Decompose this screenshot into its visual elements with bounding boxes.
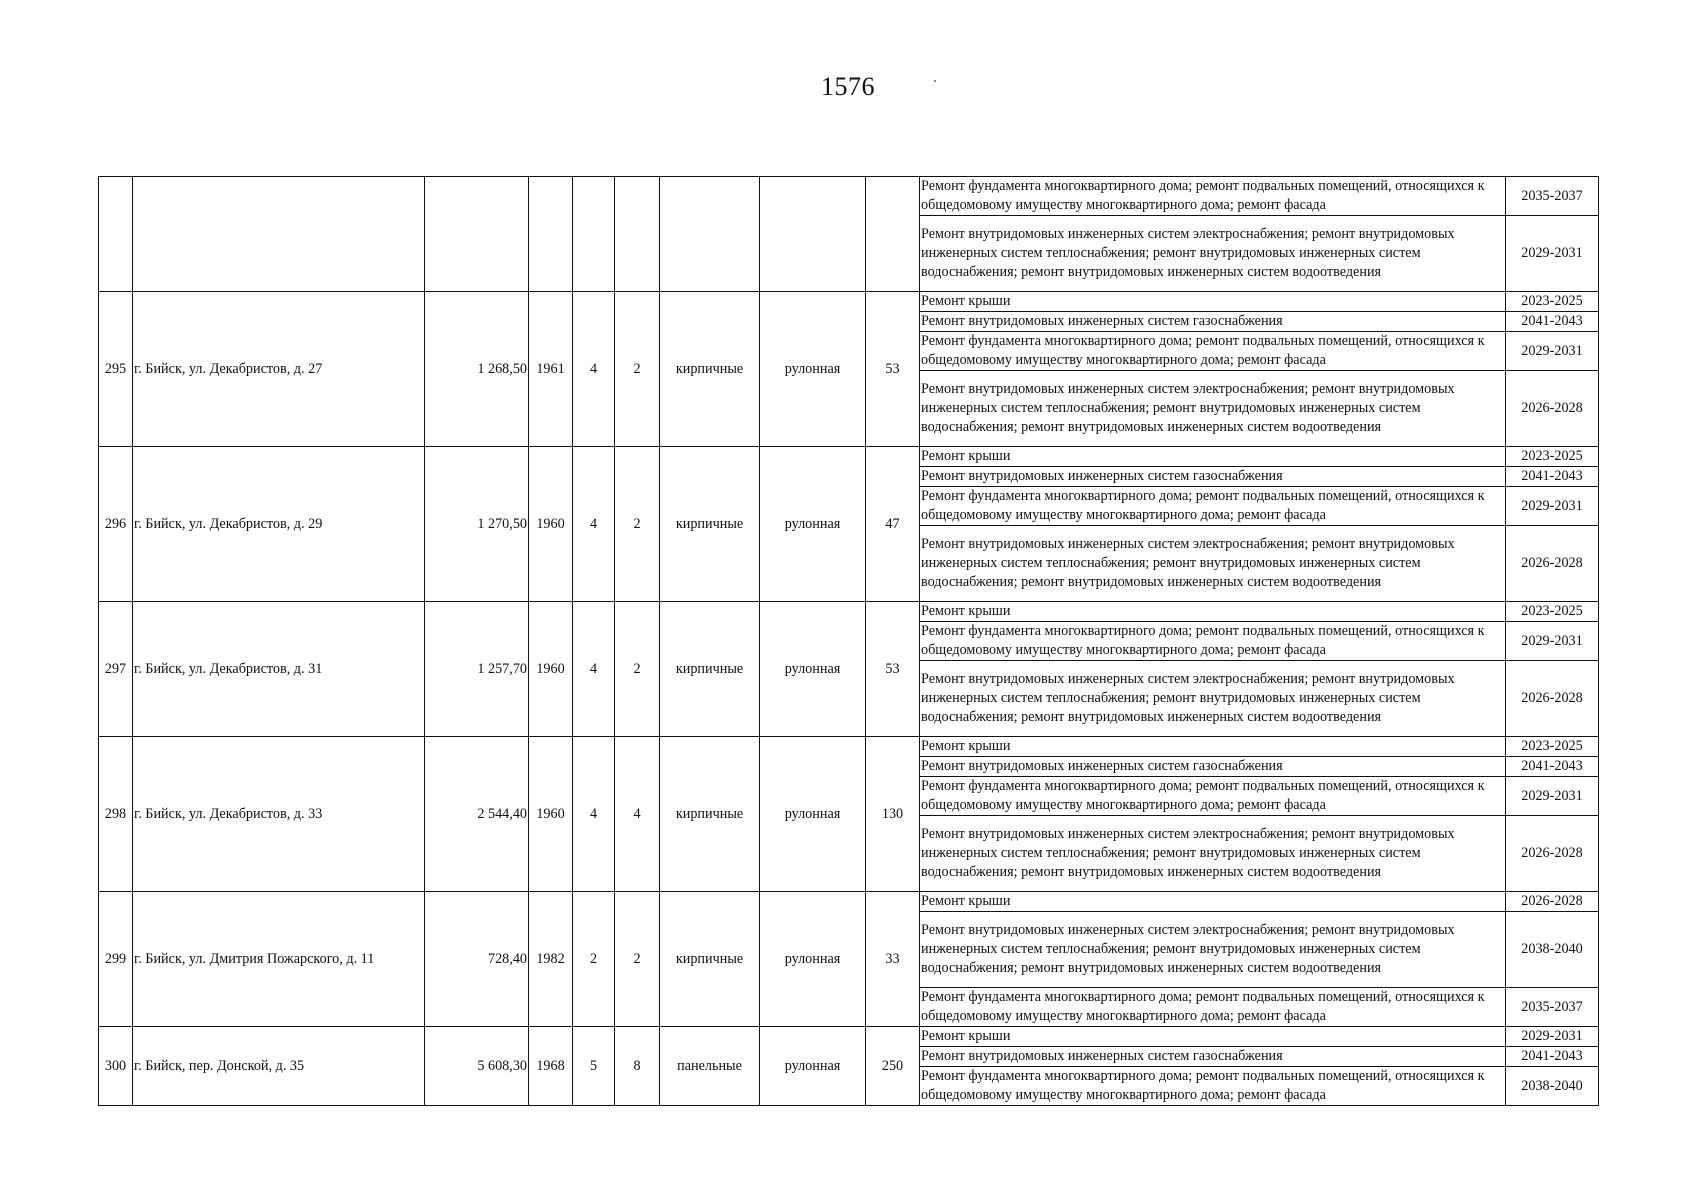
row-number-cell: 295 <box>99 292 133 447</box>
work-period-cell: 2038-2040 <box>1506 1067 1599 1106</box>
entrances-cell: 2 <box>615 447 660 602</box>
work-period-cell: 2038-2040 <box>1506 912 1599 988</box>
empty-cell <box>660 177 760 292</box>
work-period-cell: 2023-2025 <box>1506 602 1599 622</box>
scan-speck <box>934 80 936 82</box>
work-type-cell: Ремонт внутридомовых инженерных систем газоснабжения <box>920 757 1506 777</box>
empty-cell <box>99 177 133 292</box>
work-type-cell: Ремонт крыши <box>920 447 1506 467</box>
table-row <box>99 892 1599 912</box>
row-number-cell: 296 <box>99 447 133 602</box>
roof-type-cell: рулонная <box>760 447 866 602</box>
work-type-cell: Ремонт фундамента многоквартирного дома; ремонт подвальных помещений, относящихся к общедомовому имуществу многоквартирного дома; ремонт фасада <box>920 487 1506 526</box>
roof-type-cell: рулонная <box>760 737 866 892</box>
commission-year-cell: 1961 <box>529 292 573 447</box>
commission-year-cell: 1960 <box>529 737 573 892</box>
address-cell: г. Бийск, ул. Декабристов, д. 29 <box>133 447 425 602</box>
work-period-cell: 2026-2028 <box>1506 371 1599 447</box>
work-type-cell: Ремонт крыши <box>920 602 1506 622</box>
work-period-cell: 2026-2028 <box>1506 892 1599 912</box>
residents-cell: 250 <box>866 1027 920 1106</box>
entrances-cell: 2 <box>615 892 660 1027</box>
residents-cell: 53 <box>866 292 920 447</box>
commission-year-cell: 1960 <box>529 602 573 737</box>
total-area-cell: 728,40 <box>425 892 529 1027</box>
total-area-cell: 1 257,70 <box>425 602 529 737</box>
roof-type-cell: рулонная <box>760 292 866 447</box>
wall-material-cell: кирпичные <box>660 447 760 602</box>
empty-cell <box>615 177 660 292</box>
work-type-cell: Ремонт фундамента многоквартирного дома; ремонт подвальных помещений, относящихся к общедомовому имуществу многоквартирного дома; ремонт фасада <box>920 177 1506 216</box>
wall-material-cell: кирпичные <box>660 292 760 447</box>
work-type-cell: Ремонт внутридомовых инженерных систем электроснабжения; ремонт внутридомовых инженерных систем теплоснабжения; ремонт внутридомовых инженерных систем водоснабжения; ремонт внутридомовых инженерных систем водоотведения <box>920 371 1506 447</box>
work-period-cell: 2023-2025 <box>1506 447 1599 467</box>
work-period-cell: 2035-2037 <box>1506 177 1599 216</box>
roof-type-cell: рулонная <box>760 1027 866 1106</box>
continuation-row <box>99 177 1599 216</box>
commission-year-cell: 1982 <box>529 892 573 1027</box>
work-type-cell: Ремонт фундамента многоквартирного дома; ремонт подвальных помещений, относящихся к общедомовому имуществу многоквартирного дома; ремонт фасада <box>920 1067 1506 1106</box>
residents-cell: 53 <box>866 602 920 737</box>
work-type-cell: Ремонт крыши <box>920 737 1506 757</box>
work-type-cell: Ремонт внутридомовых инженерных систем газоснабжения <box>920 312 1506 332</box>
work-type-cell: Ремонт крыши <box>920 292 1506 312</box>
residents-cell: 33 <box>866 892 920 1027</box>
work-period-cell: 2041-2043 <box>1506 757 1599 777</box>
work-period-cell: 2026-2028 <box>1506 526 1599 602</box>
table-body <box>99 177 1599 1106</box>
work-period-cell: 2029-2031 <box>1506 622 1599 661</box>
work-period-cell: 2023-2025 <box>1506 737 1599 757</box>
empty-cell <box>425 177 529 292</box>
floors-cell: 4 <box>573 292 615 447</box>
total-area-cell: 1 270,50 <box>425 447 529 602</box>
empty-cell <box>529 177 573 292</box>
work-type-cell: Ремонт фундамента многоквартирного дома; ремонт подвальных помещений, относящихся к общедомовому имуществу многоквартирного дома; ремонт фасада <box>920 622 1506 661</box>
commission-year-cell: 1960 <box>529 447 573 602</box>
address-cell: г. Бийск, ул. Декабристов, д. 33 <box>133 737 425 892</box>
wall-material-cell: панельные <box>660 1027 760 1106</box>
work-type-cell: Ремонт фундамента многоквартирного дома; ремонт подвальных помещений, относящихся к общедомовому имуществу многоквартирного дома; ремонт фасада <box>920 777 1506 816</box>
work-type-cell: Ремонт внутридомовых инженерных систем электроснабжения; ремонт внутридомовых инженерных систем теплоснабжения; ремонт внутридомовых инженерных систем водоснабжения; ремонт внутридомовых инженерных систем водоотведения <box>920 912 1506 988</box>
total-area-cell: 2 544,40 <box>425 737 529 892</box>
row-number-cell: 298 <box>99 737 133 892</box>
work-type-cell: Ремонт внутридомовых инженерных систем газоснабжения <box>920 1047 1506 1067</box>
table-row <box>99 602 1599 622</box>
floors-cell: 5 <box>573 1027 615 1106</box>
work-period-cell: 2029-2031 <box>1506 1027 1599 1047</box>
residents-cell: 130 <box>866 737 920 892</box>
work-period-cell: 2035-2037 <box>1506 988 1599 1027</box>
floors-cell: 4 <box>573 737 615 892</box>
floors-cell: 2 <box>573 892 615 1027</box>
floors-cell: 4 <box>573 602 615 737</box>
empty-cell <box>133 177 425 292</box>
entrances-cell: 8 <box>615 1027 660 1106</box>
repair-schedule-table <box>98 176 1599 1106</box>
wall-material-cell: кирпичные <box>660 737 760 892</box>
row-number-cell: 299 <box>99 892 133 1027</box>
work-period-cell: 2026-2028 <box>1506 816 1599 892</box>
empty-cell <box>866 177 920 292</box>
table-row <box>99 447 1599 467</box>
table-row <box>99 292 1599 312</box>
page-number: 1576 <box>821 72 875 101</box>
work-type-cell: Ремонт внутридомовых инженерных систем электроснабжения; ремонт внутридомовых инженерных систем теплоснабжения; ремонт внутридомовых инженерных систем водоснабжения; ремонт внутридомовых инженерных систем водоотведения <box>920 526 1506 602</box>
address-cell: г. Бийск, пер. Донской, д. 35 <box>133 1027 425 1106</box>
work-period-cell: 2041-2043 <box>1506 1047 1599 1067</box>
work-period-cell: 2041-2043 <box>1506 467 1599 487</box>
work-type-cell: Ремонт внутридомовых инженерных систем электроснабжения; ремонт внутридомовых инженерных систем теплоснабжения; ремонт внутридомовых инженерных систем водоснабжения; ремонт внутридомовых инженерных систем водоотведения <box>920 661 1506 737</box>
wall-material-cell: кирпичные <box>660 892 760 1027</box>
work-type-cell: Ремонт крыши <box>920 892 1506 912</box>
commission-year-cell: 1968 <box>529 1027 573 1106</box>
work-period-cell: 2029-2031 <box>1506 487 1599 526</box>
row-number-cell: 297 <box>99 602 133 737</box>
address-cell: г. Бийск, ул. Декабристов, д. 31 <box>133 602 425 737</box>
work-type-cell: Ремонт фундамента многоквартирного дома; ремонт подвальных помещений, относящихся к общедомовому имуществу многоквартирного дома; ремонт фасада <box>920 988 1506 1027</box>
table-row <box>99 737 1599 757</box>
address-cell: г. Бийск, ул. Дмитрия Пожарского, д. 11 <box>133 892 425 1027</box>
work-period-cell: 2041-2043 <box>1506 312 1599 332</box>
row-number-cell: 300 <box>99 1027 133 1106</box>
work-type-cell: Ремонт крыши <box>920 1027 1506 1047</box>
work-type-cell: Ремонт внутридомовых инженерных систем электроснабжения; ремонт внутридомовых инженерных систем теплоснабжения; ремонт внутридомовых инженерных систем водоснабжения; ремонт внутридомовых инженерных систем водоотведения <box>920 816 1506 892</box>
work-period-cell: 2029-2031 <box>1506 332 1599 371</box>
roof-type-cell: рулонная <box>760 602 866 737</box>
empty-cell <box>760 177 866 292</box>
work-period-cell: 2029-2031 <box>1506 777 1599 816</box>
work-period-cell: 2023-2025 <box>1506 292 1599 312</box>
roof-type-cell: рулонная <box>760 892 866 1027</box>
work-period-cell: 2029-2031 <box>1506 216 1599 292</box>
floors-cell: 4 <box>573 447 615 602</box>
wall-material-cell: кирпичные <box>660 602 760 737</box>
work-type-cell: Ремонт внутридомовых инженерных систем электроснабжения; ремонт внутридомовых инженерных систем теплоснабжения; ремонт внутридомовых инженерных систем водоснабжения; ремонт внутридомовых инженерных систем водоотведения <box>920 216 1506 292</box>
table-row <box>99 1027 1599 1047</box>
work-type-cell: Ремонт внутридомовых инженерных систем газоснабжения <box>920 467 1506 487</box>
work-period-cell: 2026-2028 <box>1506 661 1599 737</box>
residents-cell: 47 <box>866 447 920 602</box>
total-area-cell: 1 268,50 <box>425 292 529 447</box>
entrances-cell: 2 <box>615 292 660 447</box>
address-cell: г. Бийск, ул. Декабристов, д. 27 <box>133 292 425 447</box>
total-area-cell: 5 608,30 <box>425 1027 529 1106</box>
entrances-cell: 4 <box>615 737 660 892</box>
work-type-cell: Ремонт фундамента многоквартирного дома; ремонт подвальных помещений, относящихся к общедомовому имуществу многоквартирного дома; ремонт фасада <box>920 332 1506 371</box>
empty-cell <box>573 177 615 292</box>
entrances-cell: 2 <box>615 602 660 737</box>
